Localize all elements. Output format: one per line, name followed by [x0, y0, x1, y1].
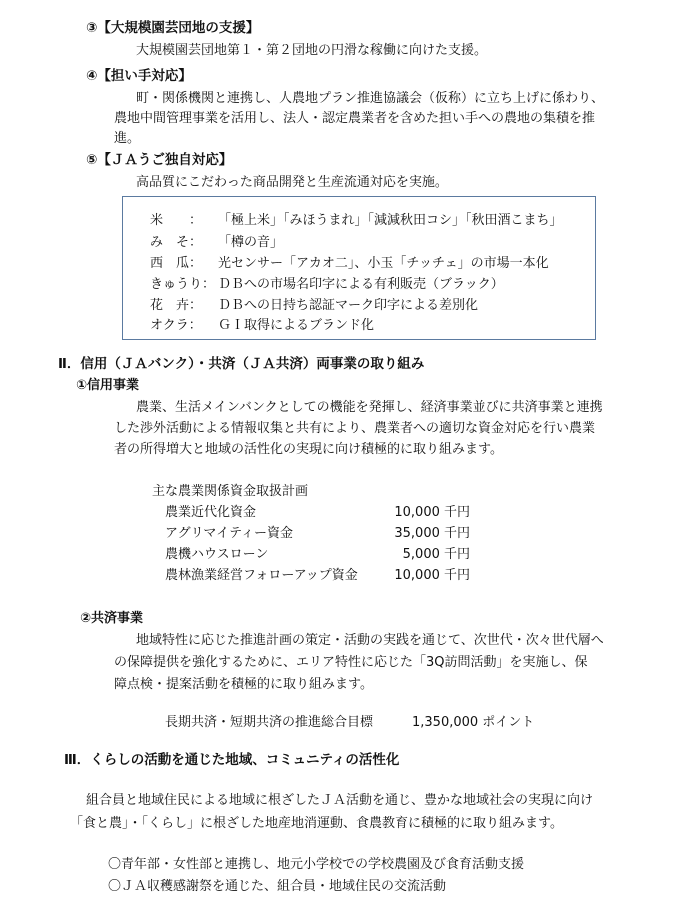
- product-label-flowers: 花 卉：: [150, 298, 203, 313]
- product-label-okra: オクラ：: [150, 318, 202, 333]
- section-heading-successor: ④【担い手対応】: [86, 68, 192, 84]
- successor-text-line-1: 町・関係機関と連携し、人農地プラン推進協議会（仮称）に立ち上げに係わり、: [136, 91, 605, 106]
- community-bullet: 〇青年部・女性部と連携し、地元小学校での学校農園及び食育活動支援: [108, 857, 525, 872]
- successor-text-line-2: 農地中間管理事業を活用し、法人・認定農業者を含めた担い手への農地の集積を推: [114, 111, 596, 126]
- community-text-line-2: 「食と農」・「くらし」に根ざした地産地消運動、食農教育に積極的に取り組みます。: [70, 816, 563, 831]
- insurance-text-line-2: の保障提供を強化するために、エリア特性に応じた「3Q訪問活動」を実施し、保: [114, 655, 588, 670]
- funding-plan-title: 主な農業関係資金取扱計画: [152, 484, 309, 499]
- funding-item-amount: 5,000 千円: [402, 547, 470, 562]
- insurance-business-heading: ②共済事業: [80, 611, 144, 626]
- credit-text-line-1: 農業、生活メインバンクとしての機能を発揮し、経済事業並びに共済事業と連携: [136, 400, 603, 415]
- funding-item-name: アグリマイティー資金: [165, 526, 294, 541]
- funding-item-amount: 35,000 千円: [394, 526, 470, 541]
- insurance-target-value: 1,350,000 ポイント: [412, 715, 535, 730]
- credit-business-heading: ①信用事業: [76, 378, 140, 393]
- funding-item-name: 農林漁業経営フォローアップ資金: [165, 568, 358, 583]
- section-heading-ja-ugo: ⑤【ＪＡうご独自対応】: [86, 152, 233, 168]
- product-text-cucumber: ＤＢへの市場名印字による有利販売（ブラック）: [218, 277, 504, 292]
- section-text-ja-ugo: 高品質にこだわった商品開発と生産流通対応を実施。: [136, 175, 448, 190]
- credit-text-line-3: 者の所得増大と地域の活性化の実現に向け積極的に取り組みます。: [114, 442, 503, 457]
- chapter-2-heading: Ⅱ．信用（ＪＡバンク）・共済（ＪＡ共済）両事業の取り組み: [58, 356, 425, 372]
- product-label-watermelon: 西 瓜：: [150, 256, 203, 271]
- product-text-flowers: ＤＢへの日持ち認証マーク印字による差別化: [218, 298, 479, 313]
- community-bullet: 〇ＪＡ収穫感謝祭を通じた、組合員・地域住民の交流活動: [108, 879, 447, 894]
- product-label-miso: み そ：: [150, 235, 203, 250]
- section-text-large-scale-horticulture: 大規模園芸団地第１・第２団地の円滑な稼働に向けた支援。: [136, 43, 488, 58]
- credit-text-line-2: した渉外活動による情報収集と共有により、農業者への適切な資金対応を行い農業: [114, 421, 596, 436]
- insurance-text-line-1: 地域特性に応じた推進計画の策定・活動の実践を通じて、次世代・次々世代層へ: [136, 633, 604, 648]
- funding-item-name: 農機ハウスローン: [165, 547, 269, 562]
- funding-item-name: 農業近代化資金: [165, 505, 257, 520]
- funding-item-amount: 10,000 千円: [394, 568, 470, 583]
- product-text-okra: ＧＩ取得によるブランド化: [218, 318, 375, 333]
- insurance-text-line-3: 障点検・提案活動を積極的に取り組みます。: [114, 677, 373, 692]
- product-text-miso: 「樽の音」: [218, 235, 284, 250]
- funding-item-amount: 10,000 千円: [394, 505, 470, 520]
- successor-text-line-3: 進。: [114, 131, 141, 146]
- insurance-target-label: 長期共済・短期共済の推進総合目標: [165, 715, 374, 730]
- community-text-line-1: 組合員と地域住民による地域に根ざしたＪＡ活動を通じ、豊かな地域社会の実現に向け: [86, 793, 594, 808]
- product-label-cucumber: きゅうり：: [150, 277, 216, 292]
- product-label-rice: 米 ：: [150, 213, 203, 228]
- section-heading-large-scale-horticulture: ③【大規模園芸団地の支援】: [86, 20, 260, 36]
- chapter-3-heading: Ⅲ．くらしの活動を通じた地域、コミュニティの活性化: [64, 752, 400, 768]
- product-text-watermelon: 光センサー「アカオ二」、小玉「チッチェ」の市場一本化: [218, 256, 549, 271]
- product-text-rice: 「極上米」「みほうまれ」「減減秋田コシ」「秋田酒こまち」: [218, 213, 563, 228]
